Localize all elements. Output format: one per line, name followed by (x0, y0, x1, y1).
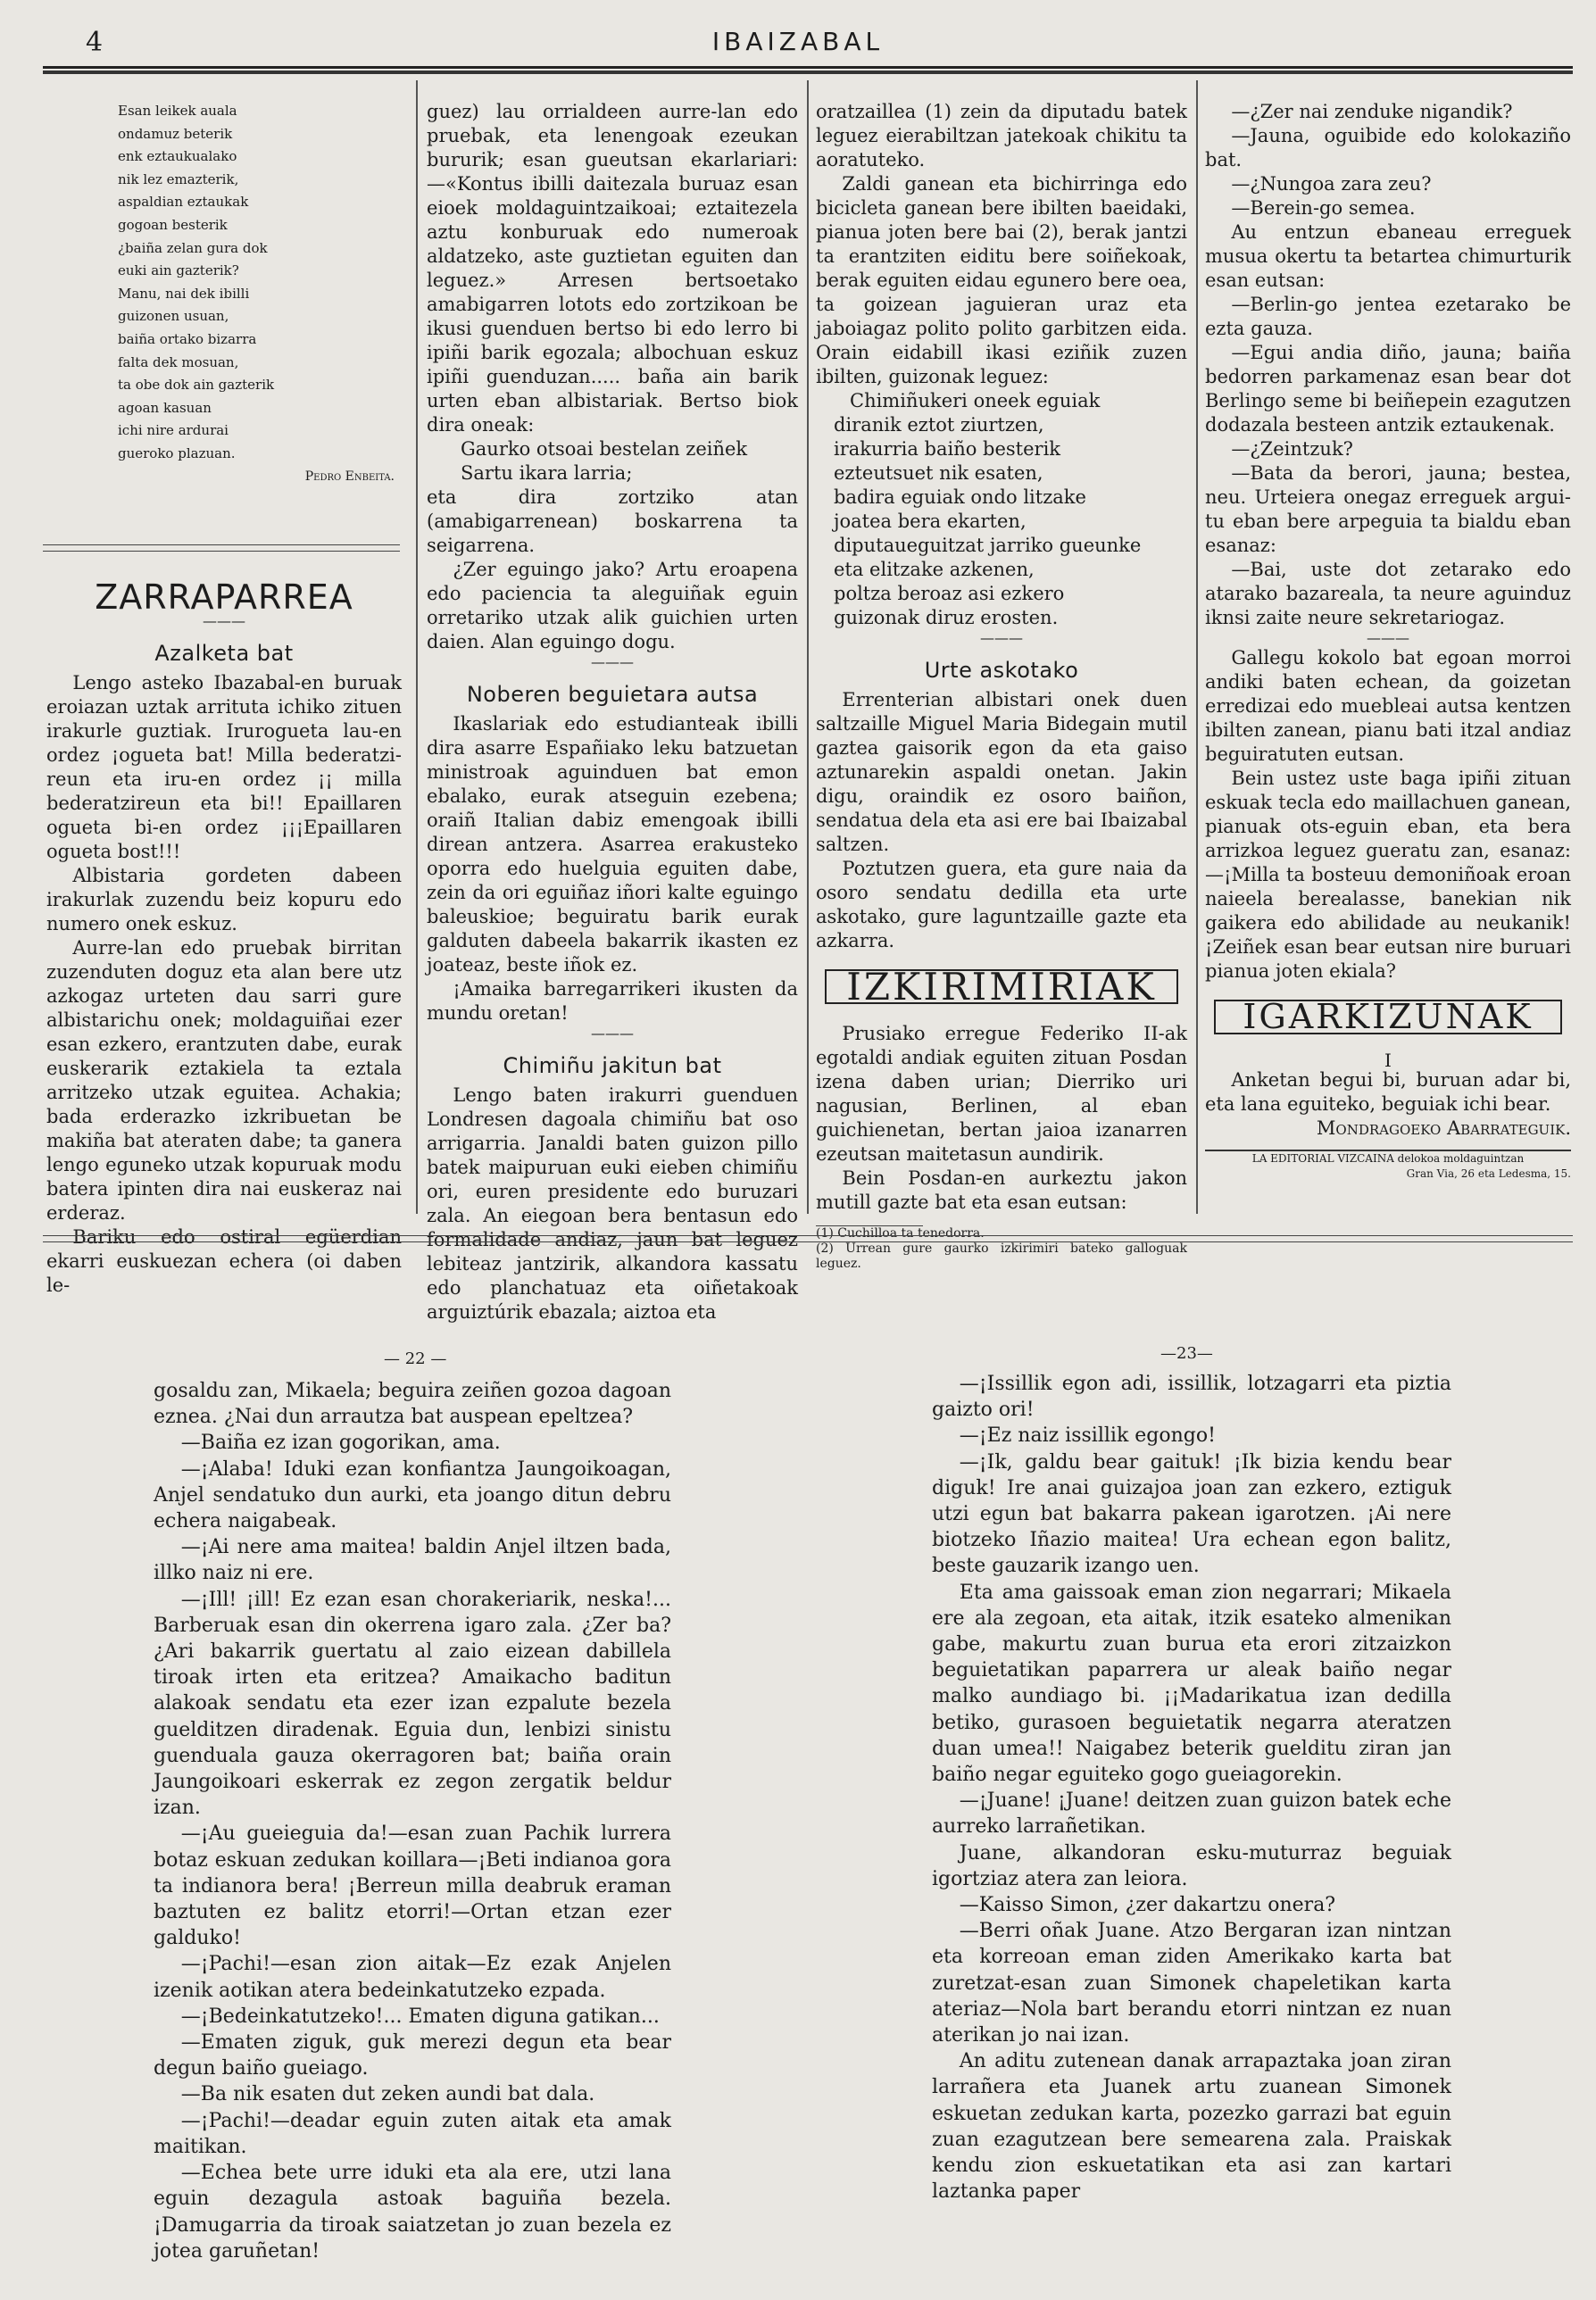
paragraph: —¿Zeintzuk? (1231, 438, 1353, 460)
paragraph: —¡Ill! ¡ill! Ez ezan esan chorakeriarik, neska!... Barberuak esan din okerrena igaro zala. ¿Zer ba? ¿Ari bakarrik guertatu al zaio eizean dabillela tiroak irten eta eritzea? Amaikacho baditun alakoak sendatu eta ezer izan ezpalute bezela guelditzen diradenak. Eguia dun, lenbizi sinistu guenduala gauza okerragoren bat; baiña orain Jaungoikoari eskerrak ez zegon zergatik beldur izan. (154, 1588, 671, 1820)
header-rule (43, 66, 1573, 74)
verse-line: badira eguiak ondo litzake (834, 486, 1086, 508)
paragraph: Lengo asteko Ibazabal-en buruak eroiazan uztak arrituta ichiko zituen irakurle guztiak. Irurogueta lau-en ordez ¡ogueta bat! Milla bederatzi-reun eta iru-en ordez ¡¡ milla bederatzireun eta bi!! Epaillaren ogueta bi-en ordez ¡¡¡Epaillaren ogueta bost!!! (46, 672, 402, 862)
paragraph: —¡Bedeinkatutzeko!... Ematen diguna gatikan... (180, 2005, 660, 2028)
verse-line: Gaurko otsoai bestelan zeiñek (461, 438, 748, 460)
poem-line: ta obe dok ain gazterik (118, 377, 275, 394)
printer-line: Gran Via, 26 eta Ledesma, 15. (1406, 1167, 1571, 1180)
paragraph: —Ba nik esaten dut zeken aundi bat dala. (180, 2083, 595, 2106)
book-page-right (932, 1371, 1451, 2205)
paragraph: —Berlin-go jentea ezetarako be ezta gauza. (1205, 294, 1571, 339)
poem-line: falta dek mosuan, (118, 353, 239, 370)
poem-line: euki ain gazterik? (118, 262, 239, 279)
column-1 (46, 578, 402, 1298)
paragraph: oratzaillea (1) zein da diputadu batek leguez eierabiltzan jatekoak chikitu ta aoratuteko. (816, 101, 1187, 170)
paragraph: ¿Zer eguingo jako? Artu eroapena edo paciencia ta aleguiñak eguin orretariko utzak alik guichien urten daien. Alan eguingo dogu. (427, 559, 798, 652)
page-number: 4 (86, 27, 104, 58)
section-title-boxed: IZKIRIMIRIAK (825, 969, 1178, 1004)
separator: ——— (203, 612, 245, 629)
paragraph: guez) lau orrialdeen aurre-lan edo pruebak, eta lenengoak ezeukan bururik; esan gueutsan ekarlariari: —«Kontus ibilli daitezala buruaz esan eioek moldaguintzaikoai; eztaitezela aztu konburuak edo numeroak aldatzeko, aste guztietan eguiten dan leguez.» Arresen bertsoetako amabigarren lotots edo zortzikoan be ikusi guenduen bertso bi edo lerro bi ipiñi barik egozala; albochuan eskuz ipiñi guenduzan..... baña ain barik urten eban albistariak. Bertso biok dira oneak: (427, 101, 798, 436)
section-title: ZARRAPARREA (95, 577, 353, 617)
wavy-rule (43, 544, 400, 552)
paragraph: Aurre-lan edo pruebak birritan zuzenduten doguz eta alan bere utz azkogaz urteten dau sarri gure albistarichu onek; moldaguiñai ezer esan ezkero, erantzuten dabe, eurak euskerarik eztakiela ta eztala arritzeko utzak eguitea. Achakia; bada erderazko izkribuetan be makiña bat ateraten dabe; ta ganera lengo eguneko utzak kopuruak modu batera ipinten dira nai euskeraz nai erderaz. (46, 937, 402, 1224)
paragraph: —Egui andia diño, jauna; baiña bedorren parkamenaz esan bear dot Berlingo seme bi beiñepein ezagutzen dodazala besteen antzik eztaukenak. (1205, 342, 1571, 436)
poem-line: baiña ortako bizarra (118, 330, 257, 347)
paragraph: Errenterian albistari onek duen saltzaille Miguel Maria Bidegain mutil gaztea gaisorik egon da eta gaiso aztunarekin aspaldi onetan. Jakin digu, oraindik ez osoro baiñon, sendatua dela eta asi ere bai Ibaizabal saltzen. (816, 689, 1187, 855)
paragraph: —¡Ez naiz issillik egongo! (959, 1424, 1216, 1448)
verse-line: Chimiñukeri oneek eguiak (850, 390, 1101, 411)
poem-line: nik lez emazterik, (118, 170, 239, 187)
paragraph: Au entzun ebaneau erreguek musua okertu ta betartea chimurturik esan eutsan: (1205, 221, 1571, 291)
section-title: Urte askotako (924, 658, 1079, 683)
paragraph: Prusiako erregue Federiko II-ak egotaldi andiak eguiten zituan Posdan izena daben urian; Dierriko uri nagusian, Berlinen, al eban guichienetan, bertan jaioa izanarren ezeutsan maitetasun aundirik. (816, 1023, 1187, 1165)
poem-line: gogoan besterik (118, 216, 228, 233)
verse-line: poltza beroaz asi ezkero (834, 583, 1065, 604)
footnote: (1) Cuchilloa ta tenedorra. (816, 1226, 985, 1241)
column-2 (427, 100, 798, 1324)
paragraph: —Bata da berori, jauna; bestea, neu. Urteiera onegaz erreguek argui-tu eban bere arpeguia ta bialdu eban esanaz: (1205, 462, 1571, 556)
verse-line: eta elitzake azkenen, (834, 559, 1035, 580)
paragraph: eta dira zortziko atan (amabigarrenean) boskarrena ta seigarrena. (427, 486, 798, 556)
section-title-boxed: IGARKIZUNAK (1214, 1000, 1562, 1034)
poem-line: gueroko plazuan. (118, 444, 236, 461)
paragraph: Gallegu kokolo bat egoan morroi andiki baten echean, da goizetan erredizai edo muebleai autsa kentzen ibilten zanean, pianu bati itzal andiaz beguiratuten eutsan. (1205, 647, 1571, 765)
verse-line: joatea bera ekarten, (834, 511, 1027, 532)
column-divider (416, 80, 418, 1214)
paragraph: —¡Ai nere ama maitea! baldin Anjel iltzen bada, illko naiz ni ere. (154, 1536, 671, 1585)
column-divider (1196, 80, 1198, 1214)
paragraph: Eta ama gaissoak eman zion negarrari; Mikaela ere ala zegoan, eta aitak, itzik esateko almenikan gabe, makurtu zuan burua eta erori zitzaizkon beguietatikan paparrera ur aleak baiño negar malko aundiago bi. ¡¡Madarikatua izan dedilla betiko, gurasoen beguietatik negarra ateratzen duan umea!! Naigabez beterik guelditu ziran jan baiño negar eguiteko gogo gueiagorekin. (932, 1581, 1451, 1787)
poem-line: ichi nire ardurai (118, 422, 229, 439)
paragraph: Albistaria gordeten dabeen irakurlak zuzendu beiz kopuru edo numero onek eskuz. (46, 865, 402, 934)
column-divider (807, 80, 809, 1214)
printer-line: LA EDITORIAL VIZCAINA delokoa moldaguintzan (1251, 1152, 1525, 1165)
paragraph: —¡Juane! ¡Juane! deitzen zuan guizon batek eche aurreko larrañetikan. (932, 1789, 1451, 1839)
paragraph: gosaldu zan, Mikaela; beguira zeiñen gozoa dagoan eznea. ¿Nai dun arrautza bat auspean epeltzea? (154, 1380, 671, 1429)
paragraph: ¡Amaika barregarrikeri ikusten da mundu oretan! (427, 978, 798, 1024)
paragraph: Lengo baten irakurri guenduen Londresen dagoala chimiñu bat oso arrigarria. Janaldi baten guizon pillo batek maipuruan euki eieben chimiñu ori, euren presidente edo buruzari zala. An eiegoan bera bentasun edo formalidade andiaz, jaun bat leguez lebiteaz jantzirik, alkandora kassatu edo planchatuaz eta oiñetakoak arguiztúrik ebazala; aiztoa eta (427, 1084, 798, 1323)
paragraph: Anketan begui bi, buruan adar bi, eta lana eguiteko, beguiak ichi bear. (1205, 1069, 1571, 1115)
verse-line: Sartu ikara larria; (461, 462, 633, 484)
paragraph: Poztutzen guera, eta gure naia da osoro sendatu dedilla eta urte askotako, gure laguntzaille gazte eta azkarra. (816, 858, 1187, 951)
paragraph: Bein ustez uste baga ipiñi zituan eskuak tecla edo maillachuen ganean, pianuak ots-eguin eban, eta bera arrizkoa leguez gueratu zan, esanaz: —¡Milla ta bosteuu demoniñoak eroan naieela berealasse, banekian nik gaikera edo abilidade au neukanik! ¡Zeiñek esan bear eutsan nire buruari pianua joten ekiala? (1205, 768, 1571, 982)
poem-signature: Pedro Enbeita. (304, 469, 395, 484)
paragraph: —¡Au gueieguia da!—esan zuan Pachik lurrera botaz eskuan zedukan koillara—¡Beti indianoa gora ta indianora bera! ¡Berreun milla deabruk eraman baztuten ez balitz etorri!—Ortan etzan ezer galduko! (154, 1823, 671, 1950)
verse-line: diranik eztot ziurtzen, (834, 414, 1044, 436)
poem-line: Manu, nai dek ibilli (118, 285, 250, 302)
book-page-number: —23— (1160, 1344, 1213, 1363)
section-title: Chimiñu jakitun bat (503, 1053, 722, 1078)
footnote: (2) Urrean gure gaurko izkirimiri bateko galloguak leguez. (816, 1241, 1187, 1271)
paragraph: Bariku edo ostiral egüerdian ekarri euskuezan echera (oi daben le- (46, 1226, 402, 1296)
column-3 (816, 100, 1187, 1272)
newspaper-title: IBAIZABAL (711, 27, 885, 56)
paragraph: —¿Zer nai zenduke nigandik? (1231, 101, 1513, 122)
poem-line: guizonen usuan, (118, 308, 229, 325)
poem (118, 100, 395, 488)
separator: ——— (1367, 629, 1409, 646)
paragraph: —Berein-go semea. (1231, 197, 1416, 219)
paragraph: —Kaisso Simon, ¿zer dakartzu onera? (959, 1894, 1336, 1917)
verse-line: ezteutsuet nik esaten, (834, 462, 1043, 484)
signature: Mondragoeko Abarrateguik. (1316, 1117, 1571, 1139)
footer-rule (43, 1235, 1573, 1242)
poem-line: ondamuz beterik (118, 125, 233, 142)
paragraph: Juane, alkandoran esku-muturraz beguiak igortziaz atera zan leiora. (932, 1841, 1451, 1890)
separator: ——— (591, 1025, 634, 1042)
paragraph: —¡Pachi!—deadar eguin zuten aitak eta amak maitikan. (154, 2109, 671, 2158)
section-title: Noberen beguietara autsa (466, 682, 759, 707)
paragraph: —Baiña ez izan gogorikan, ama. (180, 1432, 501, 1455)
book-page-number: — 22 — (384, 1349, 447, 1368)
paragraph: —Echea bete urre iduki eta ala ere, utzi lana eguin dezagula astoak baguiña bezela. ¡Damugarria da tiroak saiatzetan jo zuan bezela ez jotea garuñetan! (154, 2162, 671, 2263)
paragraph: An aditu zutenean danak arrapaztaka joan ziran larrañera eta Juanek artu zuanean Simonek eskuetan zedukan karta, pozezko garrazi bat eguin zuan ezagutzean bere semearena zala. Praiskak kendu zion eskuetatikan eta asi zan kartari laztanka paper (932, 2050, 1451, 2204)
paragraph: —Bai, uste dot zetarako edo atarako bazareala, ta neure aguinduz iknsi zaite neure sekretariogaz. (1205, 559, 1571, 628)
paragraph: —¡Alaba! Iduki ezan konfiantza Jaungoikoagan, Anjel sendatuko dun aurki, eta joango ditun debru echera naigabeak. (154, 1457, 671, 1533)
paragraph: —Jauna, oguibide edo kolokaziño bat. (1205, 125, 1571, 170)
paragraph: —¿Nungoa zara zeu? (1231, 173, 1432, 195)
separator: ——— (980, 629, 1023, 646)
paragraph: Zaldi ganean eta bichirringa edo bicicleta ganean bere ibilten baeidaki, pianua joten bere bai (2), berak jantzi ta erantziten eiditu bere soiñekoak, berak eguiten eidau egunero bere oea, ta goizean jaguieran uraz eta jaboiagaz polito polito garbitzen eida. Orain eidabill ikasi eziñik zuzen ibilten, guizonak leguez: (816, 173, 1187, 387)
paragraph: —¡Issillik egon adi, issillik, lotzagarri eta piztia gaizto ori! (932, 1373, 1451, 1422)
poem-line: ¿baiña zelan gura dok (118, 239, 268, 256)
paragraph: —Berri oñak Juane. Atzo Bergaran izan nintzan eta korreoan eman ziden Amerikako karta bat zuretzat-esan zuan Simonek chapeletikan karta ateriaz—Nola bart berandu etorri nintzan ez nuan aterikan jo nai izan. (932, 1920, 1451, 2047)
paragraph: —Ematen ziguk, guk merezi degun eta bear degun baiño gueiago. (154, 2031, 671, 2080)
poem-line: enk eztaukualako (118, 148, 237, 165)
poem-line: agoan kasuan (118, 399, 212, 416)
paragraph: Ikaslariak edo estudianteak ibilli dira asarre Españiako leku batzuetan ministroak aguinduen bat emon ebalako, eurak atseguin ezebena; oraiñ Italian dabiz emengoak ibilli direan antzera. Asarrea erakusteko oporra edo huelguia eguiten dabe, zein da ori eguiñaz iñori kalte eguingo baleuskioe; beguiratu barik eurak galduten dabeela bakarrik ikasten ez joateaz, beste iñok ez. (427, 713, 798, 976)
verse-line: guizonak diruz erosten. (834, 607, 1059, 628)
poem-line: aspaldian eztaukak (118, 194, 249, 211)
section-subtitle: Azalketa bat (154, 641, 294, 666)
poem-line: Esan leikek auala (118, 103, 237, 119)
book-page-left (154, 1378, 671, 2264)
verse-line: diputaueguitzat jarriko gueunke (834, 535, 1142, 556)
column-4 (1205, 100, 1571, 1182)
paragraph: Bein Posdan-en aurkeztu jakon mutill gazte bat eta esan eutsan: (816, 1167, 1187, 1213)
verse-line: irakurria baiño besterik (834, 438, 1061, 460)
roman-numeral: I (1384, 1050, 1392, 1071)
separator: ——— (591, 653, 634, 670)
paragraph: —¡Pachi!—esan zion aitak—Ez ezak Anjelen izenik aotikan atera bedeinkatutzeko ezpada. (154, 1953, 671, 2002)
paragraph: —¡Ik, galdu bear gaituk! ¡Ik bizia kendu bear diguk! Ire anai guizajoa joan zan ezkero, eztiguk utzi egun bat bakarra pakean igarotzen. ¡Ai nere biotzeko Iñazio maitea! Ura echean egon balitz, beste gauzarik izango uen. (932, 1450, 1451, 1578)
